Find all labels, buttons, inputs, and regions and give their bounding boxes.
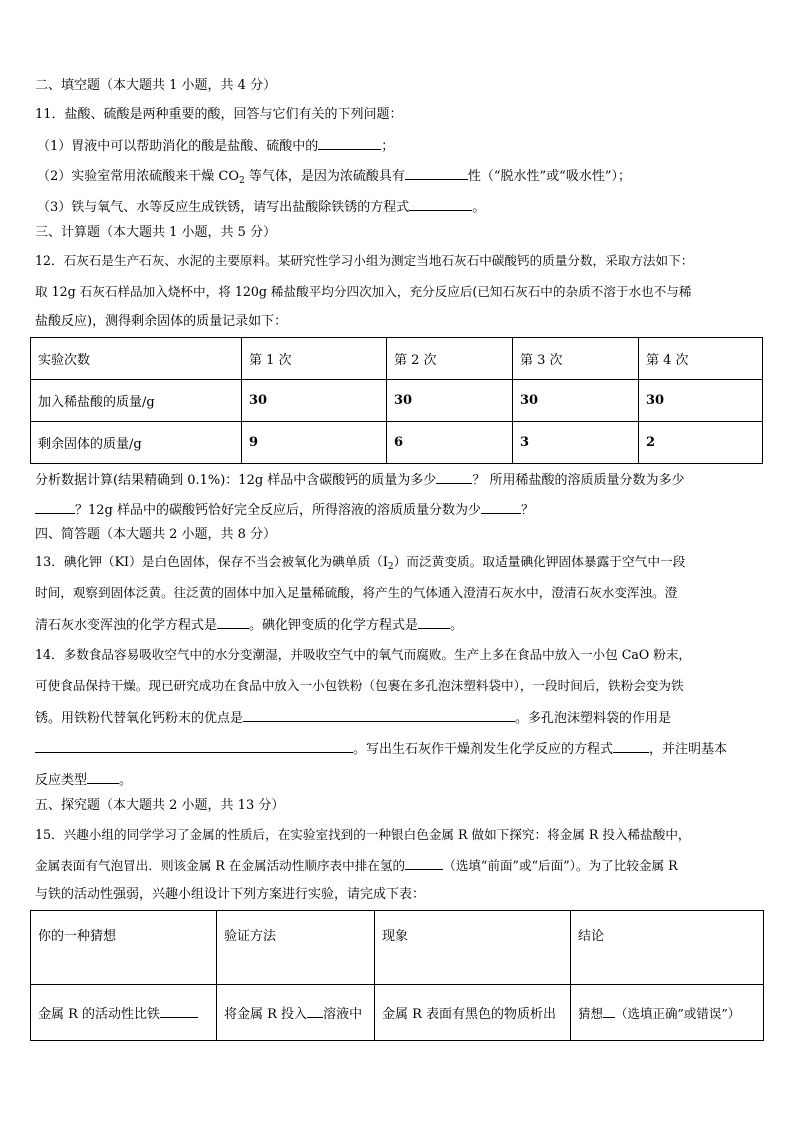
- table-cell: 将金属 R 投入 溶液中: [217, 985, 375, 1041]
- q14-line-1: 14．多数食品容易吸收空气中的水分变潮湿，并吸收空气中的氧气而腐败。生产上多在食品中放入一小包 CaO 粉末，: [35, 647, 692, 662]
- q11-stem: 11．盐酸、硫酸是两种重要的酸，回答与它们有关的下列问题：: [35, 107, 403, 122]
- table-cell: 9: [242, 422, 387, 464]
- answer-blank[interactable]: [409, 197, 472, 211]
- table-cell: 30: [387, 380, 513, 422]
- table-cell: 30: [639, 380, 763, 422]
- q13-line-3: 清石灰水变浑浊的化学方程式是 。碘化钾变质的化学方程式是 。: [35, 615, 463, 635]
- answer-blank[interactable]: [243, 708, 515, 722]
- q14-line-2: 可使食品保持干燥。现已研究成功在食品中放入一小包铁粉（包裹在多孔泡沫塑料袋中），一段时间后，铁粉会变为铁: [35, 678, 684, 693]
- table-header-row: [31, 338, 763, 380]
- answer-blank[interactable]: [160, 1004, 198, 1018]
- answer-blank[interactable]: [307, 1004, 323, 1018]
- table-header-cell: 第 2 次: [387, 338, 513, 380]
- table-row: [31, 422, 763, 464]
- q15-experiment-table: [30, 910, 764, 1041]
- answer-blank[interactable]: [87, 770, 119, 784]
- q13-line-2: 时间，观察到固体泛黄。往泛黄的固体中加入足量稀硫酸，将产生的气体通入澄清石灰水中，澄清石灰水变浑浊。澄: [35, 585, 678, 600]
- q12-after-line-2: ？12g 样品中的碳酸钙恰好完全反应后，所得溶液的溶质质量分数为少 ？: [35, 500, 534, 520]
- table-row: [31, 380, 763, 422]
- q12-line-1: 12．石灰石是生产石灰、水泥的主要原料。某研究性学习小组为测定当地石灰石中碳酸钙的质量分数，采取方法如下：: [35, 253, 694, 268]
- section-4-heading: 四、简答题（本大题共 2 小题，共 8 分）: [35, 527, 277, 542]
- table-header-cell: 第 4 次: [639, 338, 763, 380]
- q12-line-2: 取 12g 石灰石样品加入烧杯中，将 120g 稀盐酸平均分四次加入，充分反应后(已知石灰石中的杂质不溶于水也不与稀: [35, 284, 692, 299]
- answer-blank[interactable]: [405, 166, 468, 180]
- table-cell: 30: [513, 380, 639, 422]
- q12-after-line-1: 分析数据计算(结果精确到 0.1%)：12g 样品中含碳酸钙的质量为多少 ？ 所用稀盐酸的溶质质量分数为多少: [35, 470, 684, 490]
- answer-blank[interactable]: [436, 470, 472, 484]
- q11-part1: （1）胃液中可以帮助消化的酸是盐酸、硫酸中的 ；: [37, 136, 394, 156]
- table-cell: 2: [639, 422, 763, 464]
- table-header-cell: 第 3 次: [513, 338, 639, 380]
- table-header-row: [31, 911, 764, 985]
- q14-line-3: 锈。用铁粉代替氧化钙粉末的优点是 。多孔泡沫塑料袋的作用是: [35, 708, 671, 728]
- q13-line-1: 13．碘化钾（KI）是白色固体，保存不当会被氧化为碘单质$(I_2)$而泛黄变质。取适量碘化钾固体暴露于空气中一段: [35, 554, 686, 572]
- q14-line-4: 。写出生石灰作干燥剂发生化学反应的方程式 ，并注明基本: [35, 739, 727, 759]
- table-cell: 6: [387, 422, 513, 464]
- answer-blank[interactable]: [35, 500, 75, 514]
- answer-blank[interactable]: [613, 739, 649, 753]
- answer-blank[interactable]: [217, 615, 249, 629]
- answer-blank[interactable]: [35, 739, 353, 753]
- table-row: [31, 985, 764, 1041]
- q15-line-2: 金属表面有气泡冒出．则该金属 R 在金属活动性顺序表中排在氢的 （选填“前面”或“后面”）。为了比较金属 R: [35, 858, 678, 873]
- table-header-cell: 验证方法: [217, 911, 375, 985]
- answer-blank[interactable]: [418, 615, 450, 629]
- section-2-heading: 二、填空题（本大题共 1 小题，共 4 分）: [35, 78, 277, 93]
- q15-line-3: 与铁的活动性强弱，兴趣小组设计下列方案进行实验，请完成下表：: [35, 887, 426, 902]
- q11-part3: （3）铁与氧气、水等反应生成铁锈，请写出盐酸除铁锈的方程式 。: [37, 197, 485, 217]
- section-5-heading: 五、探究题（本大题共 2 小题，共 13 分）: [35, 798, 285, 813]
- table-header-cell: 实验次数: [31, 338, 242, 380]
- section-3-heading: 三、计算题（本大题共 1 小题，共 5 分）: [35, 225, 277, 240]
- table-cell: 猜想 （选填正确”或错误”）: [571, 985, 764, 1041]
- answer-blank[interactable]: [603, 1004, 615, 1018]
- q14-line-5: 反应类型 。: [35, 770, 132, 790]
- answer-blank[interactable]: [318, 136, 381, 150]
- table-header-cell: 结论: [571, 911, 764, 985]
- answer-blank[interactable]: [481, 500, 521, 514]
- table-cell: 金属 R 的活动性比铁: [31, 985, 217, 1041]
- q15-line-1: 15．兴趣小组的同学学习了金属的性质后，在实验室找到的一种银白色金属 R 做如下探究：将金属 R 投入稀盐酸中，: [35, 827, 691, 842]
- table-cell: 金属 R 表面有黑色的物质析出: [375, 985, 571, 1041]
- table-cell: 3: [513, 422, 639, 464]
- table-cell: 剩余固体的质量/g: [31, 422, 242, 464]
- table-header-cell: 第 1 次: [242, 338, 387, 380]
- table-cell: 30: [242, 380, 387, 422]
- q11-part2: （2）实验室常用浓硫酸来干燥 $CO_2$ 等气体，是因为浓硫酸具有 性（“脱水性”或“吸水性”）；: [37, 166, 631, 186]
- q12-data-table: [30, 337, 763, 464]
- table-cell: 加入稀盐酸的质量/g: [31, 380, 242, 422]
- q12-line-3: 盐酸反应)，测得剩余固体的质量记录如下：: [35, 314, 288, 329]
- answer-blank[interactable]: [405, 856, 443, 870]
- table-header-cell: 你的一种猜想: [31, 911, 217, 985]
- table-header-cell: 现象: [375, 911, 571, 985]
